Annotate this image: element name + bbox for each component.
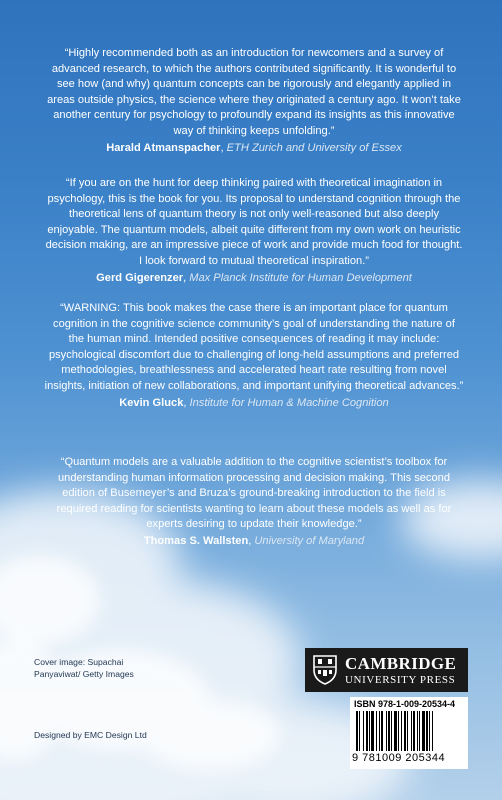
barcode-bar — [398, 711, 399, 751]
endorsement-1 — [44, 46, 464, 156]
barcode-bar — [386, 711, 387, 751]
barcode-bar — [411, 711, 412, 751]
endorser-affiliation: ETH Zurich and University of Essex — [226, 141, 402, 154]
barcode-bar — [432, 711, 433, 751]
endorsement-3 — [44, 301, 464, 411]
barcode-bar — [413, 711, 415, 751]
barcode-bar — [394, 711, 397, 751]
endorsement-4 — [44, 455, 464, 550]
barcode-bar — [417, 711, 418, 751]
barcode-bar — [376, 711, 377, 751]
barcode-bars — [354, 711, 464, 753]
endorsement-text: “If you are on the hunt for deep thinking paired with theoretical imagination in psychology, this is the book for you. Its proposal to understand cognition through the theoretical lens of quantum theory is not only well-reasoned but also deeply enjoyable. The quantum models, albeit quite different from my own work on heuristic decision making, are an impressive piece of work and provide much food for thought. I look forward to mutual theoretical inspiration.” — [45, 177, 463, 267]
shield-icon — [313, 655, 337, 685]
barcode-bar — [419, 711, 420, 751]
publisher-logo — [305, 648, 468, 692]
barcode-bar — [407, 711, 408, 751]
endorsement-text: “Quantum models are a valuable addition to the cognitive scientist’s toolbox for understanding human information processing and decision making. This second edition of Busemeyer’s and Bruza’s ground-breaking introduction to the field is required reading for scientists wanting to learn about these models as well as for experts desiring to update their knowledge.” — [56, 456, 452, 531]
barcode-bar — [363, 711, 364, 751]
barcode-digits: 9 781009 205344 — [352, 752, 446, 764]
endorsement-attribution: Harald Atmanspacher, ETH Zurich and University of Essex — [106, 141, 402, 154]
barcode-bar — [388, 711, 390, 751]
endorsement-text: “WARNING: This book makes the case there is an important place for quantum cognition in the cognitive science community’s goal of understanding the nature of the human mind. Intended positive consequences of reading it may include: psychological discomfort due to challenging of long-held assumptions and preferred methodologies, breathlessness and accelerated heart rate resulting from novel insights, initiation of new collaborations, and important unifying theoretical advances.” — [44, 302, 464, 392]
publisher-name: CAMBRIDGE — [345, 654, 457, 673]
barcode-bar — [359, 711, 360, 751]
endorser-affiliation: University of Maryland — [254, 534, 365, 547]
endorsement-attribution: Gerd Gigerenzer, Max Planck Institute for Human Development — [96, 271, 412, 284]
barcode-bar — [381, 711, 383, 751]
endorser-affiliation: Institute for Human & Machine Cognition — [189, 396, 389, 409]
endorser-name: Gerd Gigerenzer — [96, 271, 184, 284]
barcode-bar — [371, 711, 374, 751]
endorser-name: Kevin Gluck — [119, 396, 184, 409]
designer-credit: Designed by EMC Design Ltd — [34, 730, 147, 740]
endorsement-attribution: Thomas S. Wallsten, University of Maryland — [143, 534, 365, 547]
endorsement-attribution: Kevin Gluck, Institute for Human & Machine Cognition — [119, 396, 389, 409]
cover-image-credit: Cover image: Supachai Panyaviwat/ Getty Images — [34, 657, 134, 679]
endorser-name: Harald Atmanspacher — [106, 141, 221, 154]
endorser-name: Thomas S. Wallsten — [143, 534, 249, 547]
isbn-text: ISBN 978-1-009-20534-4 — [354, 699, 456, 709]
endorsement-text: “Highly recommended both as an introduction for newcomers and a survey of advanced research, to which the authors contributed significantly. It is wonderful to see how (and why) quantum concepts can be rigorously and elegantly applied in areas outside physics, the science where they originated a century ago. It won’t take another century for psychology to profoundly expand its insights as this innovative way of thinking keeps unfolding.” — [47, 47, 461, 137]
barcode-bar — [369, 711, 370, 751]
barcode-bar — [366, 711, 368, 751]
barcode-bar — [356, 711, 358, 751]
barcode-bar — [422, 711, 425, 751]
barcode-bar — [426, 711, 428, 751]
endorsement-2 — [44, 176, 464, 286]
barcode-bar — [404, 711, 406, 751]
barcode-bar — [391, 711, 392, 751]
endorser-affiliation: Max Planck Institute for Human Development — [189, 271, 412, 284]
publisher-subtitle: UNIVERSITY PRESS — [345, 674, 456, 686]
barcode-bar — [379, 711, 380, 751]
barcode-bar — [429, 711, 430, 751]
isbn-barcode — [350, 697, 468, 769]
barcode-bar — [401, 711, 402, 751]
